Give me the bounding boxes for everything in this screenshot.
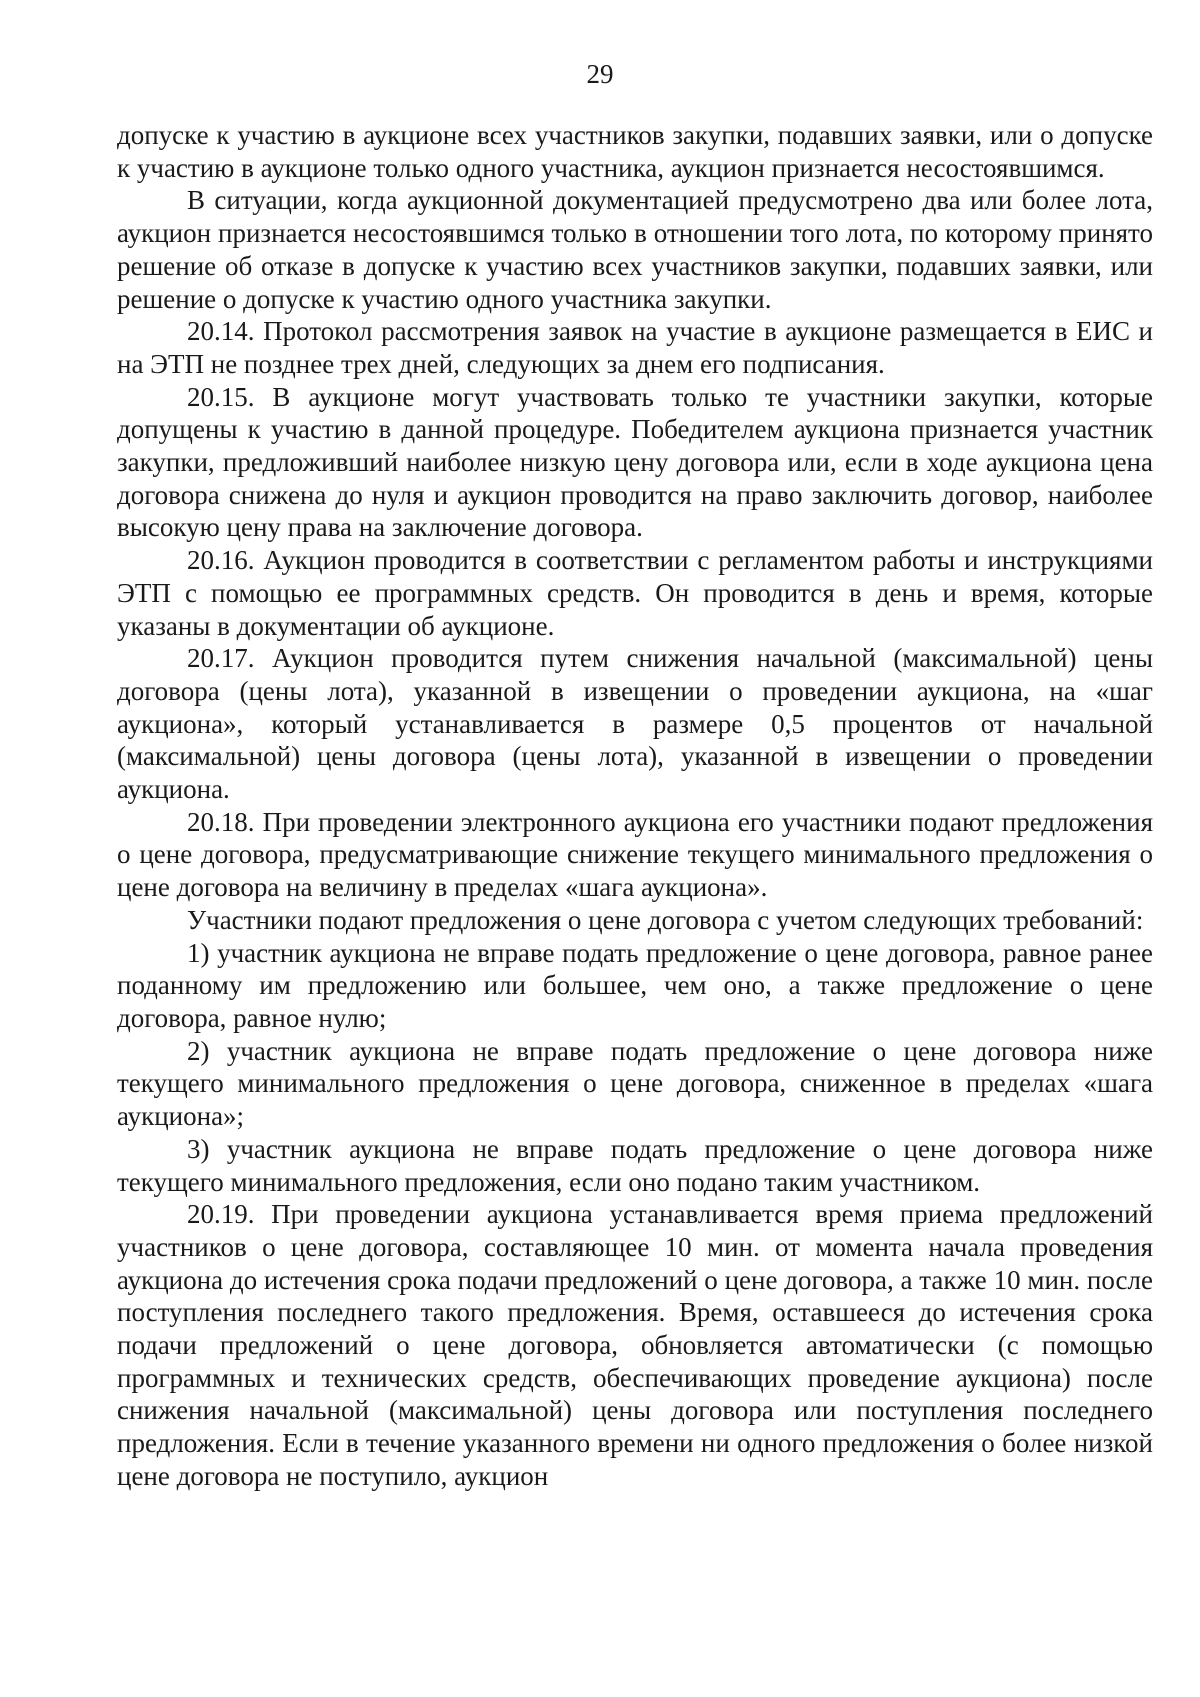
paragraph-20-17: 20.17. Аукцион проводится путем снижения начальной (максимальной) цены договора (цены лота), указанной в извещении о проведении аукциона, на «шаг аукциона», который устанавливается в размере 0,5 процентов от начальной (максимальной) цены договора (цены лота), указанной в извещении о проведении аукциона. (117, 643, 1153, 805)
list-item-1: 1) участник аукциона не вправе подать предложение о цене договора, равное ранее поданному им предложению или большее, чем оно, а также предложение о цене договора, равное нулю; (117, 937, 1153, 1033)
paragraph-requirements-intro: Участники подают предложения о цене договора с учетом следующих требований: (187, 904, 1144, 935)
document-body (117, 119, 1153, 1493)
page-number: 29 (586, 59, 614, 89)
paragraph-20-15: 20.15. В аукционе могут участвовать только те участники закупки, которые допущены к участию в данной процедуре. Победителем аукциона признается участник закупки, предложивший наиболее низкую цену договора или, если в ходе аукциона цена договора снижена до нуля и аукцион проводится на право заключить договор, наиболее высокую цену права на заключение договора. (117, 381, 1153, 543)
paragraph-20-18: 20.18. При проведении электронного аукциона его участники подают предложения о цене договора, предусматривающие снижение текущего минимального предложения о цене договора на величину в пределах «шага аукциона». (117, 806, 1153, 903)
paragraph-20-14: 20.14. Протокол рассмотрения заявок на участие в аукционе размещается в ЕИС и на ЭТП не позднее трех дней, следующих за днем его подписания. (117, 316, 1153, 379)
paragraph-continuation: допуске к участию в аукционе всех участников закупки, подавших заявки, или о допуске к участию в аукционе только одного участника, аукцион признается несостоявшимся. (117, 120, 1153, 183)
list-item-3: 3) участник аукциона не вправе подать предложение о цене договора ниже текущего минимального предложения, если оно подано таким участником. (117, 1133, 1153, 1197)
paragraph-20-19: 20.19. При проведении аукциона устанавливается время приема предложений участников о цене договора, составляющее 10 мин. от момента начала проведения аукциона до истечения срока подачи предложений о цене договора, а также 10 мин. после поступления последнего такого предложения. Время, оставшееся до истечения срока подачи предложений о цене договора, обновляется автоматически (с помощью программных и технических средств, обеспечивающих проведение аукциона) после снижения начальной (максимальной) цены договора или поступления последнего предложения. Если в течение указанного времени ни одного предложения о более низкой цене договора не поступило, аукцион (117, 1199, 1153, 1491)
paragraph-lots: В ситуации, когда аукционной документацией предусмотрено два или более лота, аукцион признается несостоявшимся только в отношении того лота, по которому принято решение об отказе в допуске к участию всех участников закупки, подавших заявки, или решение о допуске к участию одного участника закупки. (117, 185, 1153, 314)
paragraph-20-16: 20.16. Аукцион проводится в соответствии с регламентом работы и инструкциями ЭТП с помощью ее программных средств. Он проводится в день и время, которые указаны в документации об аукционе. (117, 545, 1153, 641)
list-item-2: 2) участник аукциона не вправе подать предложение о цене договора ниже текущего минимального предложения о цене договора, сниженное в пределах «шага аукциона»; (117, 1035, 1153, 1132)
